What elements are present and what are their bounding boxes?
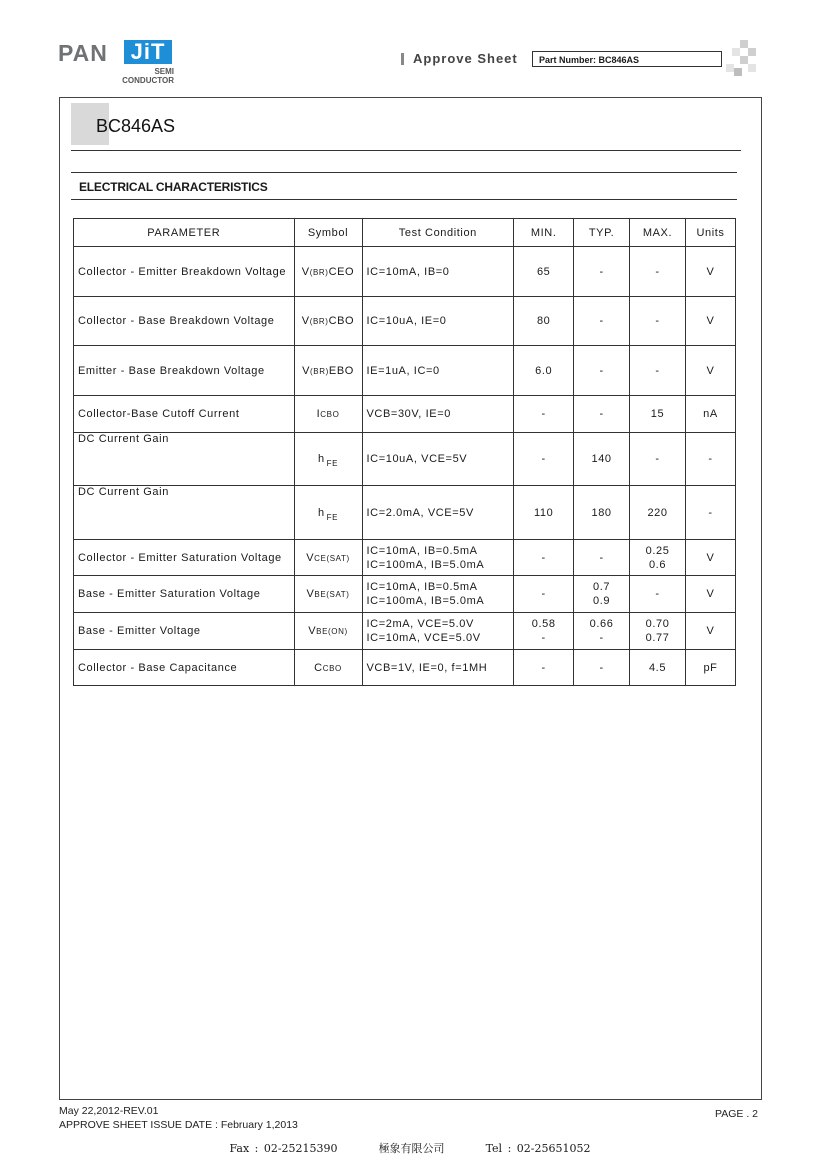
cell-min (514, 346, 574, 396)
symbol-main: V (306, 551, 315, 564)
cell-line: VCB=30V, IE=0 (366, 408, 451, 420)
cell-symbol (294, 433, 362, 486)
cell-test-condition (362, 346, 514, 396)
cell-line: IC=10uA, VCE=5V (366, 453, 468, 465)
cell-line: IC=10mA, IB=0.5mA (366, 581, 478, 593)
cell-typ (574, 346, 630, 396)
cell-line: - (655, 265, 660, 278)
header-condition: Test Condition (362, 219, 514, 247)
cell-max (630, 297, 686, 346)
logo-subtitle (118, 67, 174, 85)
table-row (74, 346, 736, 396)
header-parameter: PARAMETER (74, 219, 295, 247)
cell-typ (574, 433, 630, 486)
cell-parameter: Base - Emitter Voltage (74, 613, 295, 650)
cell-typ (574, 576, 630, 613)
cell-line: 6.0 (535, 364, 553, 377)
header-typ: TYP. (574, 219, 630, 247)
cell-test-condition (362, 433, 514, 486)
symbol-subscript: CE(SAT) (314, 553, 350, 563)
footer-revision: May 22,2012-REV.01 (59, 1105, 159, 1117)
cell-line: VCB=1V, IE=0, f=1MH (366, 661, 488, 674)
table-row (74, 297, 736, 346)
cell-line: IC=10mA, IB=0 (366, 265, 450, 278)
footer-tel: Tel : 02-25651052 (485, 1142, 591, 1155)
table-body (74, 247, 736, 686)
cell-symbol (294, 486, 362, 540)
footer-contact-line (0, 1140, 820, 1156)
symbol-main: h (317, 453, 325, 465)
cell-units: V (685, 297, 735, 346)
cell-min (514, 540, 574, 576)
cell-max (630, 613, 686, 650)
table-header-row (74, 219, 736, 247)
cell-line: - (541, 453, 546, 465)
cell-max (630, 346, 686, 396)
header-symbol: Symbol (294, 219, 362, 247)
table-row (74, 540, 736, 576)
checker-decoration-icon (726, 40, 762, 76)
cell-line: 0.70 (645, 618, 670, 630)
cell-line: - (541, 551, 546, 564)
cell-line: - (599, 364, 604, 377)
cell-line: 220 (647, 506, 668, 519)
cell-line: - (541, 408, 546, 420)
symbol-subscript: CBO (320, 410, 340, 419)
cell-parameter: DC Current Gain (74, 433, 295, 486)
cell-line: IC=10mA, IB=0.5mA (366, 544, 478, 557)
part-title: BC846AS (96, 116, 176, 136)
table-row (74, 247, 736, 297)
cell-min (514, 486, 574, 540)
footer-company: 極象有限公司 (378, 1142, 445, 1155)
logo-jit-badge: JiT (124, 40, 172, 64)
footer-fax: Fax : 02-25215390 (229, 1142, 338, 1155)
cell-line: 4.5 (648, 661, 667, 674)
symbol-main: V (306, 588, 315, 600)
symbol-subscript: FE (326, 459, 339, 468)
table-row (74, 650, 736, 686)
cell-min (514, 576, 574, 613)
cell-min (514, 297, 574, 346)
cell-line: - (655, 315, 660, 327)
cell-line: - (541, 632, 546, 644)
cell-parameter: Collector - Base Breakdown Voltage (74, 297, 295, 346)
symbol-tail: CEO (328, 265, 355, 278)
cell-line: 15 (650, 408, 665, 420)
cell-max (630, 576, 686, 613)
cell-typ (574, 396, 630, 433)
cell-parameter: Emitter - Base Breakdown Voltage (74, 346, 295, 396)
symbol-subscript: BE(ON) (316, 627, 348, 636)
cell-line: - (599, 315, 604, 327)
cell-parameter: Collector - Emitter Saturation Voltage (74, 540, 295, 576)
symbol-main: V (301, 315, 310, 327)
cell-symbol (294, 613, 362, 650)
symbol-main: V (302, 364, 311, 377)
cell-symbol (294, 396, 362, 433)
footer-page-number: PAGE . 2 (715, 1108, 758, 1120)
cell-line: - (655, 588, 660, 600)
cell-line: 80 (536, 315, 551, 327)
cell-line: - (599, 661, 604, 674)
table-row (74, 433, 736, 486)
section-rule-bottom (71, 199, 737, 200)
cell-line: IE=1uA, IC=0 (366, 364, 440, 377)
cell-units: V (685, 346, 735, 396)
logo-sub-conductor: CONDUCTOR (122, 76, 174, 85)
cell-units: pF (685, 650, 735, 686)
table-row (74, 486, 736, 540)
symbol-subscript: CBO (322, 663, 342, 673)
cell-max (630, 247, 686, 297)
cell-line: 0.25 (645, 544, 670, 557)
table-row (74, 576, 736, 613)
cell-units: nA (685, 396, 735, 433)
cell-max (630, 433, 686, 486)
symbol-main: V (301, 265, 310, 278)
cell-symbol (294, 297, 362, 346)
cell-min (514, 433, 574, 486)
cell-max (630, 486, 686, 540)
cell-test-condition (362, 247, 514, 297)
table-row (74, 613, 736, 650)
cell-line: 110 (534, 506, 554, 519)
cell-line: - (655, 453, 660, 465)
logo-pan-text: PAN (58, 40, 108, 66)
cell-line: 65 (536, 265, 551, 278)
symbol-tail: EBO (328, 364, 354, 377)
cell-line: IC=2.0mA, VCE=5V (366, 506, 474, 519)
cell-line: - (541, 588, 546, 600)
cell-parameter: DC Current Gain (74, 486, 295, 540)
cell-typ (574, 540, 630, 576)
cell-line: IC=100mA, IB=5.0mA (366, 558, 485, 571)
cell-line: IC=2mA, VCE=5.0V (366, 618, 474, 630)
cell-test-condition (362, 650, 514, 686)
symbol-subscript: BE(SAT) (314, 590, 350, 599)
cell-line: 0.58 (531, 618, 556, 630)
cell-units: - (685, 433, 735, 486)
cell-max (630, 540, 686, 576)
symbol-subscript: (BR) (310, 366, 329, 376)
cell-test-condition (362, 540, 514, 576)
cell-min (514, 396, 574, 433)
cell-line: 0.7 (593, 581, 611, 593)
cell-line: - (599, 408, 604, 420)
cell-line: 140 (591, 453, 612, 465)
cell-test-condition (362, 396, 514, 433)
cell-max (630, 650, 686, 686)
cell-test-condition (362, 297, 514, 346)
approve-bar-marker (401, 53, 404, 65)
cell-typ (574, 247, 630, 297)
part-number-box: Part Number: BC846AS (532, 51, 722, 67)
cell-units: V (685, 576, 735, 613)
cell-min (514, 247, 574, 297)
cell-parameter: Base - Emitter Saturation Voltage (74, 576, 295, 613)
cell-typ (574, 650, 630, 686)
cell-symbol (294, 650, 362, 686)
header-min: MIN. (514, 219, 574, 247)
cell-line: 0.6 (648, 558, 667, 571)
cell-max (630, 396, 686, 433)
cell-line: - (655, 364, 660, 377)
cell-units: - (685, 486, 735, 540)
symbol-tail: CBO (328, 315, 355, 327)
section-title: ELECTRICAL CHARACTERISTICS (79, 180, 268, 194)
cell-symbol (294, 346, 362, 396)
cell-typ (574, 297, 630, 346)
cell-line: - (599, 632, 604, 644)
cell-line: - (599, 265, 604, 278)
symbol-main: I (316, 408, 321, 420)
cell-test-condition (362, 486, 514, 540)
cell-line: - (599, 551, 604, 564)
header-max: MAX. (630, 219, 686, 247)
cell-symbol (294, 247, 362, 297)
cell-units: V (685, 540, 735, 576)
cell-units: V (685, 613, 735, 650)
footer-issue-date: APPROVE SHEET ISSUE DATE : February 1,2013 (59, 1119, 298, 1131)
cell-parameter: Collector - Base Capacitance (74, 650, 295, 686)
cell-units: V (685, 247, 735, 297)
logo-sub-semi: SEMI (154, 67, 174, 76)
cell-typ (574, 613, 630, 650)
cell-min (514, 650, 574, 686)
symbol-subscript: (BR) (309, 317, 329, 326)
electrical-characteristics-table (73, 218, 736, 686)
cell-test-condition (362, 576, 514, 613)
cell-line: 0.9 (593, 595, 611, 607)
cell-line: IC=100mA, IB=5.0mA (366, 595, 485, 607)
cell-line: 0.77 (645, 632, 670, 644)
symbol-subscript: (BR) (309, 267, 329, 277)
cell-line: - (541, 661, 546, 674)
section-rule-top (71, 172, 737, 173)
title-rule (71, 150, 741, 151)
cell-line: IC=10mA, VCE=5.0V (366, 632, 481, 644)
header-units: Units (685, 219, 735, 247)
cell-symbol (294, 540, 362, 576)
table-row (74, 396, 736, 433)
approve-sheet-label: Approve Sheet (413, 51, 518, 66)
symbol-main: h (317, 506, 325, 519)
cell-parameter: Collector - Emitter Breakdown Voltage (74, 247, 295, 297)
cell-parameter: Collector-Base Cutoff Current (74, 396, 295, 433)
cell-line: 0.66 (589, 618, 614, 630)
cell-line: IC=10uA, IE=0 (366, 315, 447, 327)
symbol-main: C (314, 661, 323, 674)
cell-line: 180 (591, 506, 612, 519)
symbol-main: V (308, 625, 317, 637)
cell-min (514, 613, 574, 650)
cell-typ (574, 486, 630, 540)
symbol-subscript: FE (326, 512, 339, 522)
cell-symbol (294, 576, 362, 613)
cell-test-condition (362, 613, 514, 650)
